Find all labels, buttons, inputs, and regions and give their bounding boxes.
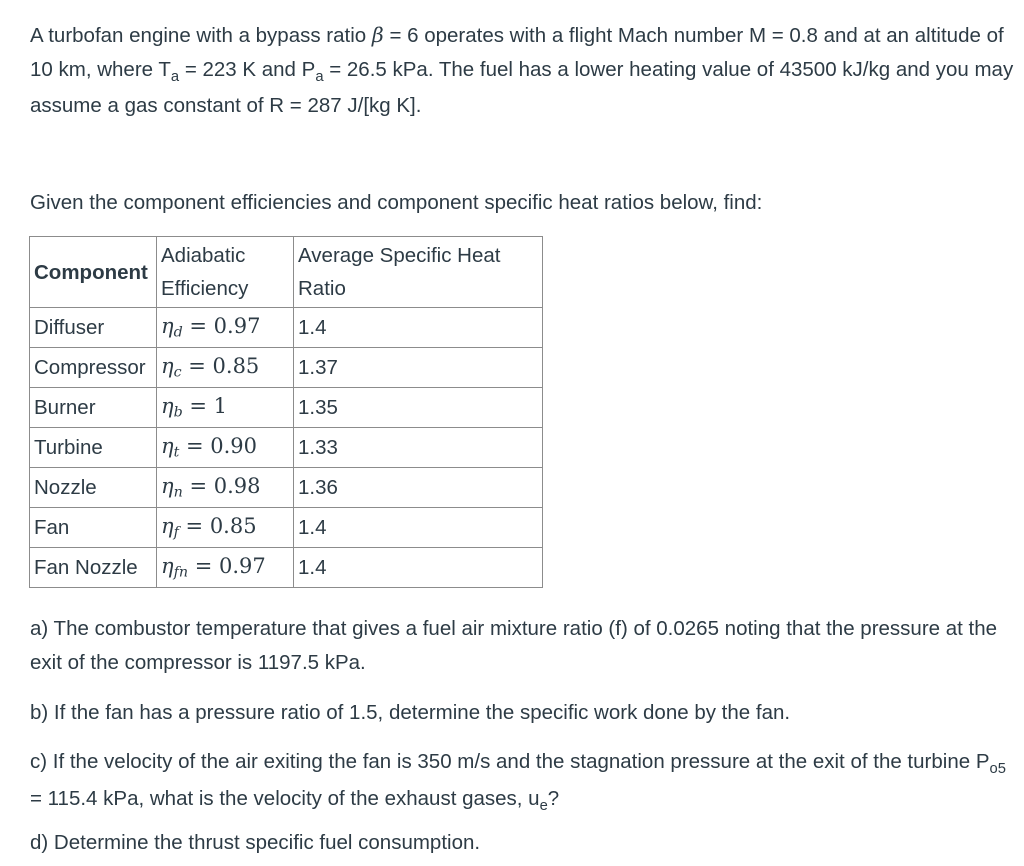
given-statement: Given the component efficiencies and component specific heat ratios below, find:: [30, 191, 763, 214]
header-efficiency: Adiabatic Efficiency: [157, 237, 294, 308]
subscript-o5: o5: [989, 761, 1006, 778]
table-row: [30, 308, 543, 348]
gamma-cell: 1.37: [294, 348, 543, 388]
component-cell: Turbine: [30, 428, 157, 468]
header-specific-heat: Average Specific Heat Ratio: [294, 237, 543, 308]
subscript-a: a: [170, 68, 180, 85]
gamma-cell: 1.33: [294, 428, 543, 468]
component-table: [29, 236, 543, 588]
table-row: [30, 468, 543, 508]
table-row: [30, 348, 543, 388]
table-row: [30, 428, 543, 468]
efficiency-cell: $\eta_b = 1$: [157, 388, 294, 428]
gamma-cell: 1.36: [294, 468, 543, 508]
component-cell: Compressor: [30, 348, 157, 388]
gamma-cell: 1.4: [294, 548, 543, 588]
subscript-a: a: [315, 68, 324, 85]
gamma-cell: 1.4: [294, 308, 543, 348]
efficiency-cell: $\eta_c = 0.85$: [157, 348, 294, 388]
component-cell: Fan Nozzle: [30, 548, 157, 588]
component-cell: Nozzle: [30, 468, 157, 508]
problem-intro: A turbofan engine with a bypass ratio β = 6 operates with a flight Mach number M = 0.8 and at an altitude of 10 km, where $T_a = 223$ K and $P_a = 26.5$ kPa. The fuel has a lower heating value of 43500 kJ/kg and you may assume a gas constant of R = 287 J/[kg K].: [30, 23, 1014, 117]
efficiency-cell: $\eta_n = 0.98$: [157, 468, 294, 508]
gamma-cell: 1.4: [294, 508, 543, 548]
beta-symbol: β: [371, 23, 384, 47]
component-cell: Burner: [30, 388, 157, 428]
question-d: d) Determine the thrust specific fuel consumption.: [30, 831, 481, 854]
efficiency-cell: $\eta_f = 0.85$: [157, 508, 294, 548]
table-header-row: [30, 237, 543, 308]
gamma-cell: 1.35: [294, 388, 543, 428]
question-b: b) If the fan has a pressure ratio of 1.5, determine the specific work done by the fan.: [30, 701, 791, 724]
efficiency-cell: $\eta_d = 0.97$: [157, 308, 294, 348]
subscript-e: e: [539, 797, 548, 814]
efficiency-cell: $\eta_t = 0.90$: [157, 428, 294, 468]
efficiency-cell: $\eta_{fn} = 0.97$: [157, 548, 294, 588]
header-component: Component: [30, 237, 157, 308]
component-cell: Diffuser: [30, 308, 157, 348]
table-row: [30, 508, 543, 548]
question-a: a) The combustor temperature that gives a fuel air mixture ratio (f) of 0.0265 noting that the pressure at the exit of the compressor is 1197.5 kPa.: [30, 617, 998, 674]
table-row: [30, 388, 543, 428]
question-c: c) If the velocity of the air exiting the fan is 350 m/s and the stagnation pressure at the exit of the turbine $P_{o5} = 115.4$ kPa, what is the velocity of the exhaust gases, $u_e$?: [30, 750, 1006, 814]
component-cell: Fan: [30, 508, 157, 548]
table-row: [30, 548, 543, 588]
